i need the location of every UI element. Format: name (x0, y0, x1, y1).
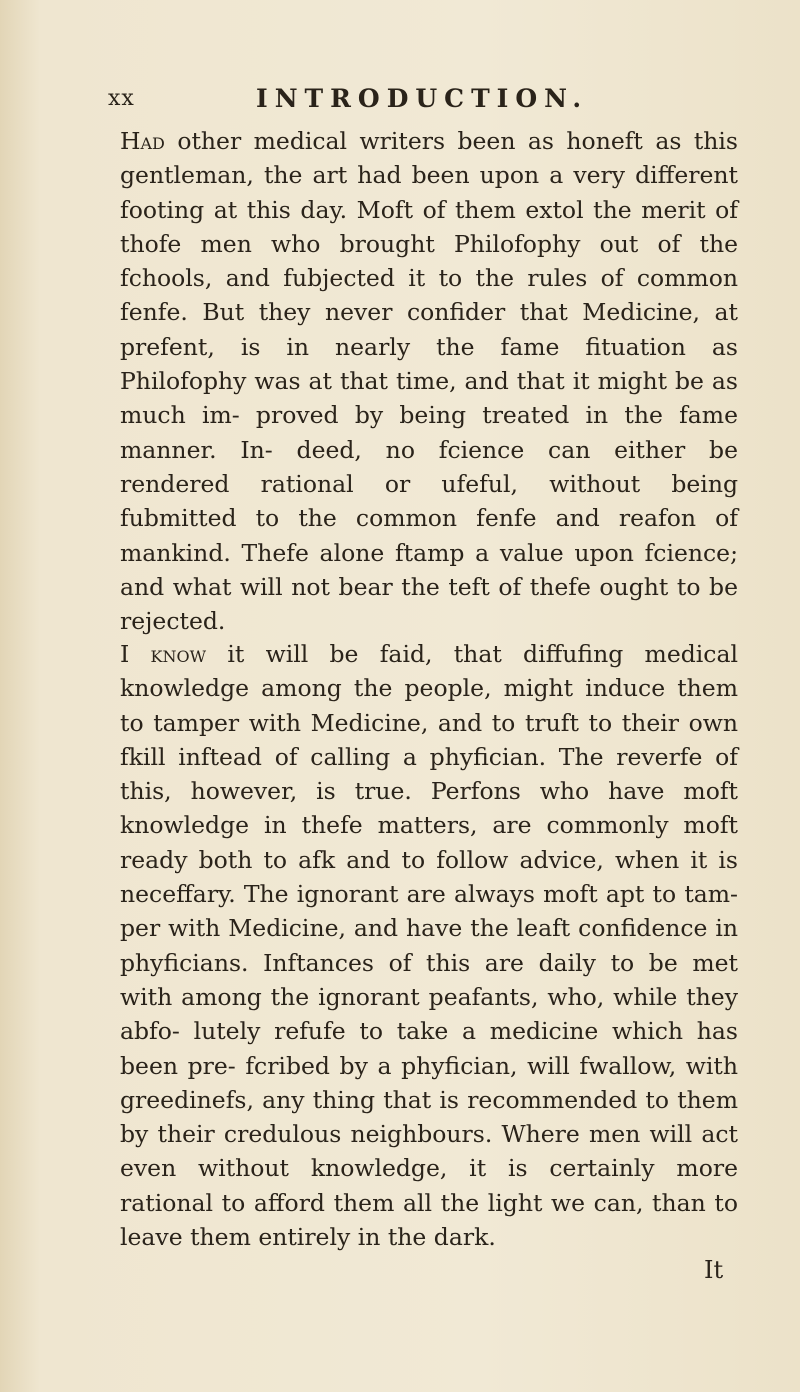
paragraph-lead: Had (120, 127, 165, 155)
paragraph-2 (120, 637, 738, 1254)
catchword: It (704, 1256, 724, 1284)
running-title: INTRODUCTION. (256, 84, 589, 113)
paragraph-1 (120, 124, 738, 638)
paragraph-text: it will be faid, that diffufing medical knowledge among the people, might induce them to tamper with Medicine, and to truft to their own fkill inftead of calling a phyfician. The reverfe of this, however, is true. Perfons who have moft knowledge in thefe matters, are commonly moft ready both to afk and to follow advice, when it is neceffary. The ignorant are always moft apt to tam- per with Medicine, and have the leaft confidence in phyficians. Inftances of this are daily to be met with among the ignorant peafants, who, while they abfo- lutely refufe to take a medicine which has been pre- fcribed by a phyfician, will fwallow, with greedinefs, any thing that is recommended to them by their credulous neighbours. Where men will act even without knowledge, it is certainly more rational to afford them all the light we can, than to leave them entirely in the dark. (120, 640, 738, 1252)
page-number: xx (108, 86, 135, 111)
paragraph-lead: I know (120, 640, 207, 668)
paragraph-text: other medical writers been as honeft as this gentleman, the art had been upon a very different footing at this day. Moft of them extol the merit of thofe men who brought Philofophy out of the fchools, and fubjected it to the rules of common fenfe. But they never confider that Medicine, at prefent, is in nearly the fame fituation as Philofophy was at that time, and that it might be as much im- proved by being treated in the fame manner. In- deed, no fcience can either be rendered rational or ufeful, without being fubmitted to the common fenfe and reafon of mankind. Thefe alone ftamp a value upon fcience; and what will not bear the teft of thefe ought to be rejected. (120, 127, 738, 636)
